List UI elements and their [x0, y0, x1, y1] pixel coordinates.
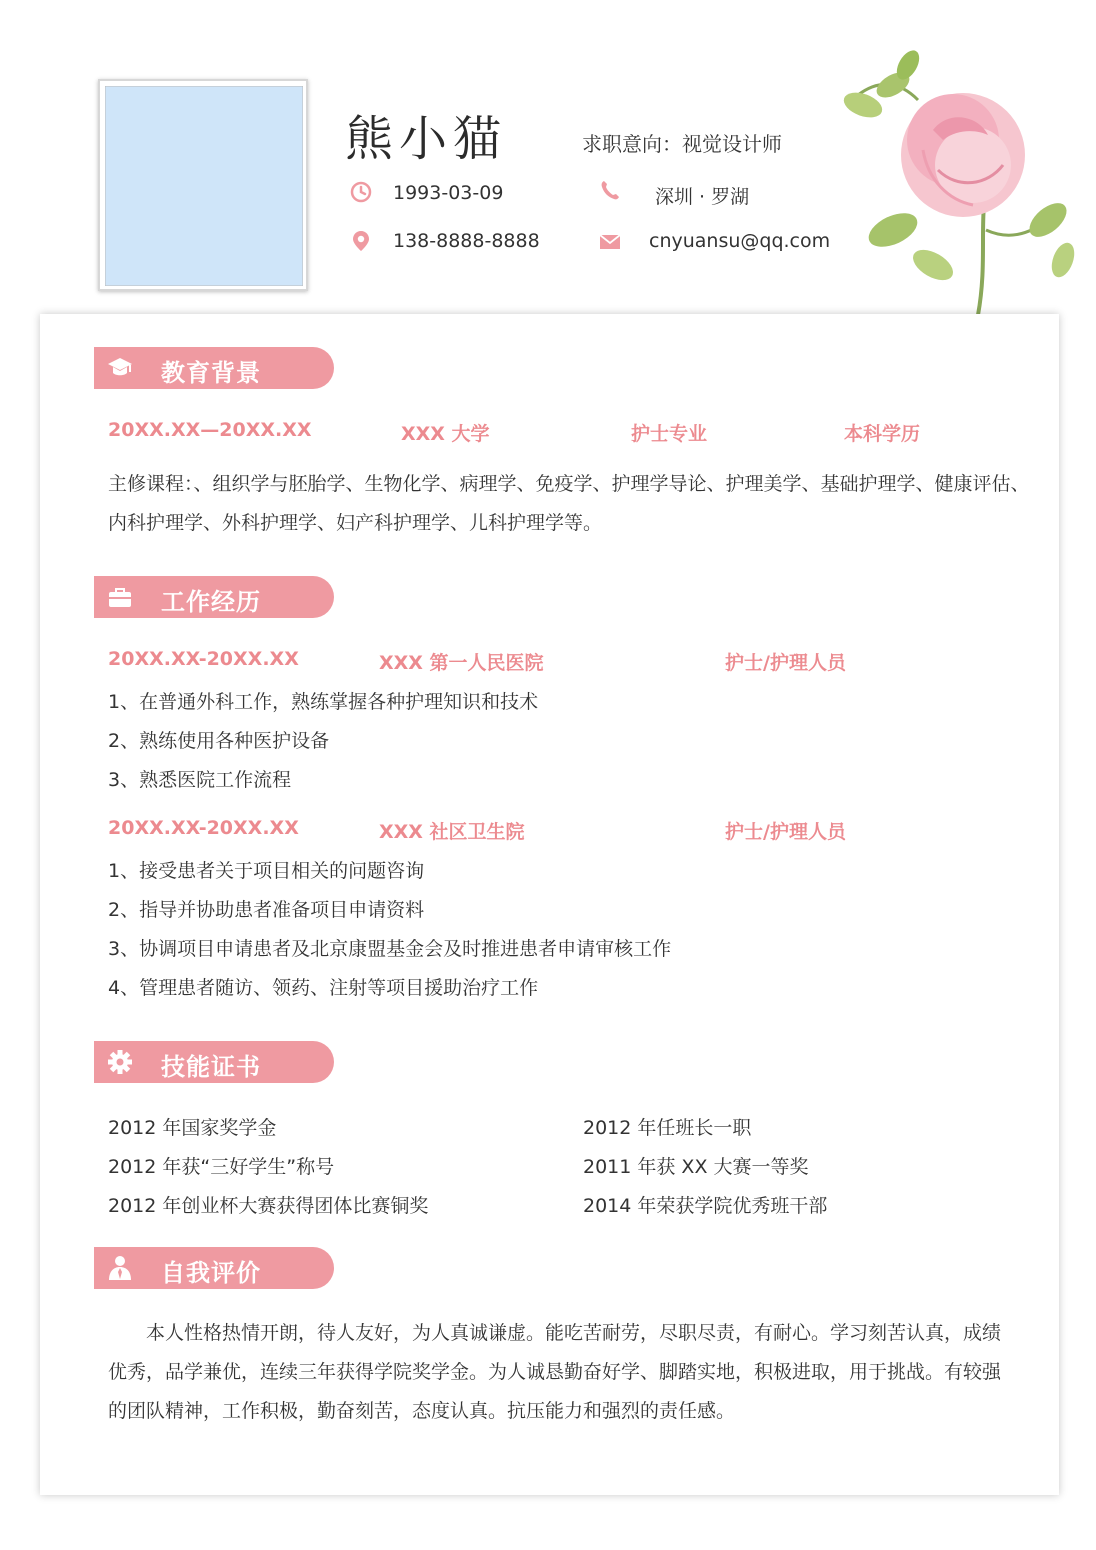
section-self	[94, 1247, 334, 1289]
job2-item: 2、指导并协助患者准备项目申请资料	[108, 899, 425, 921]
skill-item: 2012 年国家奖学金	[108, 1117, 277, 1139]
edu-courses-line1: 主修课程：、组织学与胚胎学、生物化学、病理学、免疫学、护理学导论、护理美学、基础护理学、健康评估、	[108, 473, 1030, 495]
avatar-illustration	[105, 86, 303, 286]
email-text: cnyuansu@qq.com	[649, 230, 831, 252]
self-eval-line2: 优秀，品学兼优，连续三年获得学院奖学金。为人诚恳勤奋好学、脚踏实地，积极进取，用于挑战。有较强	[108, 1361, 1002, 1383]
job2-period: 20XX.XX-20XX.XX	[108, 817, 299, 839]
section-skills-title: 技能证书	[161, 1053, 261, 1081]
envelope-icon	[598, 230, 622, 254]
skill-item: 2012 年获“三好学生”称号	[108, 1156, 335, 1178]
avatar	[98, 79, 308, 291]
clock-icon	[349, 180, 373, 204]
job2-role: 护士/护理人员	[725, 821, 846, 843]
location-text: 深圳 · 罗湖	[655, 186, 750, 208]
job2-item: 1、接受患者关于项目相关的问题咨询	[108, 860, 425, 882]
section-education-title: 教育背景	[161, 359, 261, 387]
job1-period: 20XX.XX-20XX.XX	[108, 648, 299, 670]
birthday-text: 1993-03-09	[393, 182, 504, 204]
phone-icon	[598, 178, 622, 202]
edu-major: 护士专业	[631, 423, 708, 445]
phone-text: 138-8888-8888	[393, 230, 540, 252]
section-work-title: 工作经历	[161, 588, 261, 616]
section-education	[94, 347, 334, 389]
job2-item: 4、管理患者随访、领药、注射等项目援助治疗工作	[108, 977, 539, 999]
job-intent: 求职意向：视觉设计师	[582, 132, 782, 156]
edu-school: XXX 大学	[401, 423, 490, 445]
edu-courses-line2: 内科护理学、外科护理学、妇产科护理学、儿科护理学等。	[108, 512, 603, 534]
self-eval-line3: 的团队精神，工作积极，勤奋刻苦，态度认真。抗压能力和强烈的责任感。	[108, 1400, 736, 1422]
section-self-title: 自我评价	[161, 1259, 261, 1287]
edu-period: 20XX.XX—20XX.XX	[108, 419, 312, 441]
profile-name: 熊小猫	[345, 111, 508, 167]
skill-item: 2014 年荣获学院优秀班干部	[583, 1195, 828, 1217]
job1-item: 3、熟悉医院工作流程	[108, 769, 292, 791]
job1-item: 2、熟练使用各种医护设备	[108, 730, 330, 752]
rose-decoration-icon	[838, 40, 1083, 315]
skill-item: 2012 年创业杯大赛获得团体比赛铜奖	[108, 1195, 429, 1217]
section-work	[94, 576, 334, 618]
job2-item: 3、协调项目申请患者及北京康盟基金会及时推进患者申请审核工作	[108, 938, 672, 960]
job1-company: XXX 第一人民医院	[379, 652, 544, 674]
section-skills	[94, 1041, 334, 1083]
job1-item: 1、在普通外科工作，熟练掌握各种护理知识和技术	[108, 691, 539, 713]
job2-company: XXX 社区卫生院	[379, 821, 525, 843]
gear-icon	[106, 1049, 134, 1075]
self-eval-line1: 本人性格热情开朗，待人友好，为人真诚谦虚。能吃苦耐劳，尽职尽责，有耐心。学习刻苦认真，成绩	[146, 1322, 1002, 1344]
graduation-cap-icon	[106, 355, 134, 381]
person-icon	[106, 1255, 134, 1281]
briefcase-icon	[106, 584, 134, 610]
skill-item: 2011 年获 XX 大赛一等奖	[583, 1156, 809, 1178]
location-pin-icon	[349, 229, 373, 253]
skill-item: 2012 年任班长一职	[583, 1117, 752, 1139]
edu-degree: 本科学历	[844, 423, 921, 445]
job1-role: 护士/护理人员	[725, 652, 846, 674]
